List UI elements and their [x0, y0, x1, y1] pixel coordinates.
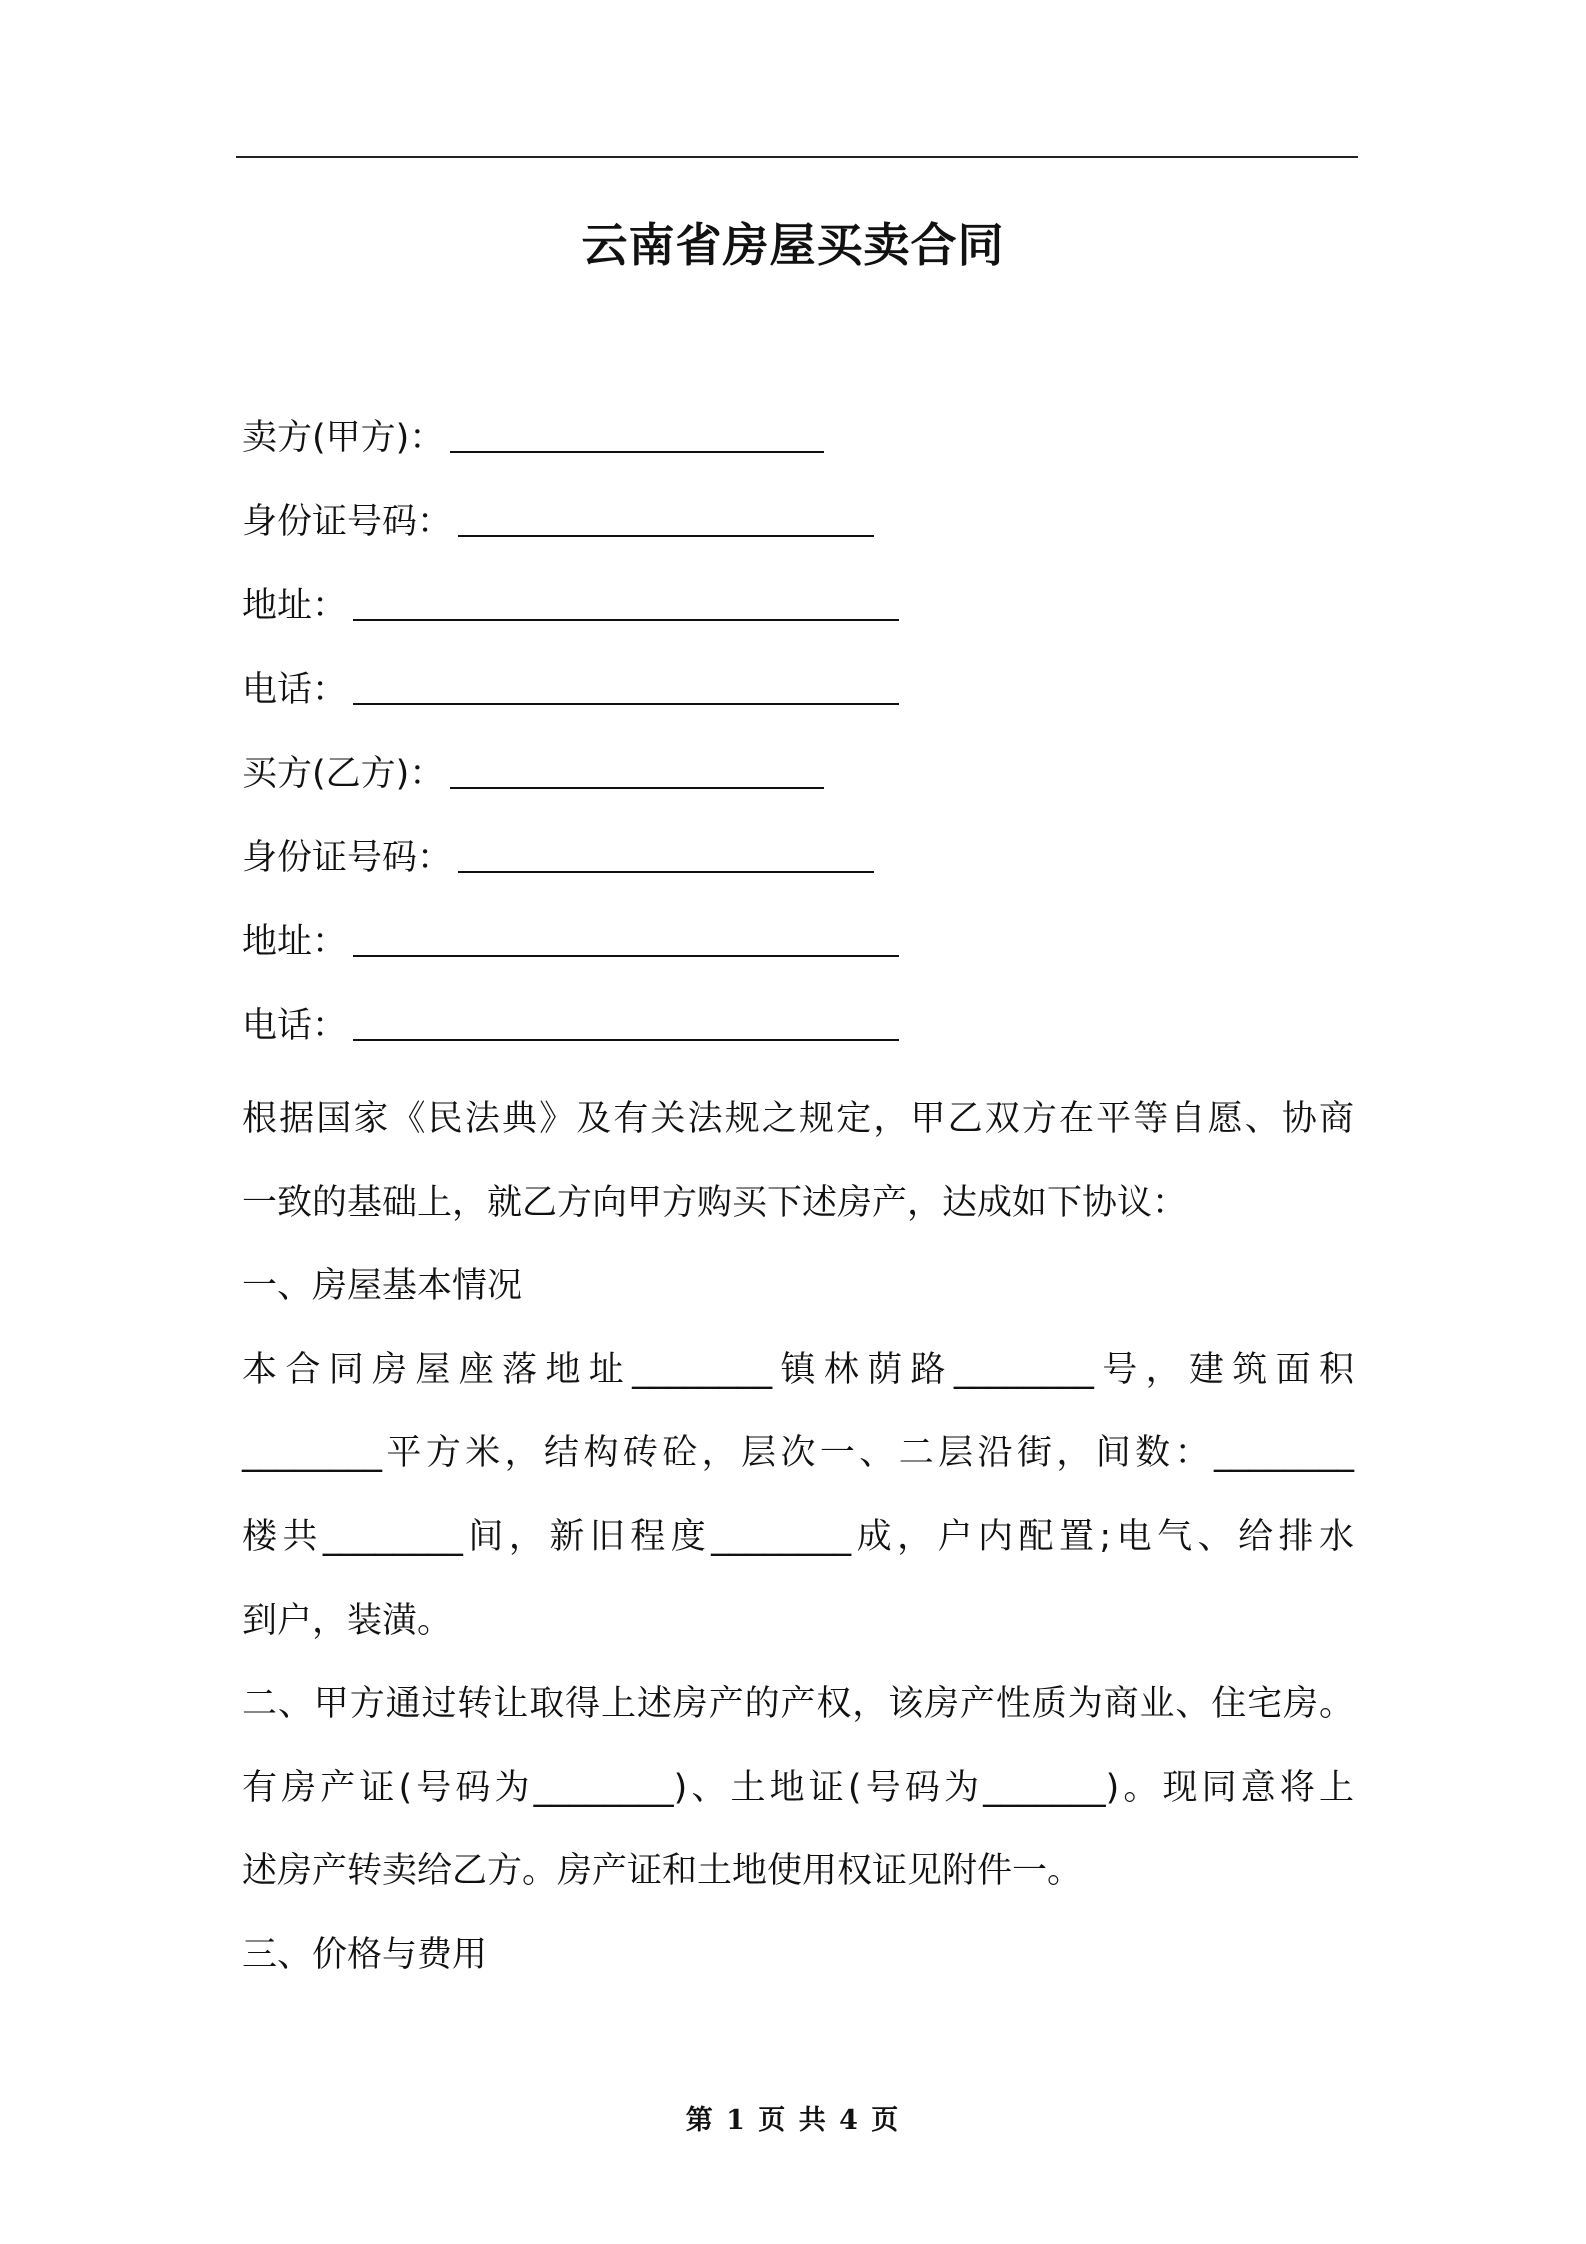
body-line: 述房产转卖给乙方。房产证和土地使用权证见附件一。: [242, 1851, 1083, 1892]
page-number: 第 1 页 共 4 页: [685, 2105, 901, 2136]
seller-id-blank: [458, 501, 874, 537]
buyer-label: 买方(乙方)：: [242, 754, 445, 794]
seller-phone-blank: [353, 669, 899, 705]
buyer-id-field: [242, 834, 874, 882]
document-title: 云南省房屋买卖合同: [581, 218, 1005, 272]
buyer-name-blank: [450, 753, 824, 789]
buyer-phone-field: [242, 1002, 899, 1050]
buyer-id-label: 身份证号码：: [242, 838, 453, 878]
buyer-phone-blank: [353, 1005, 899, 1041]
contract-body: [242, 1078, 1354, 1998]
seller-address-field: [242, 582, 899, 630]
buyer-name-field: [242, 750, 824, 798]
section-heading: 一、房屋基本情况: [242, 1266, 523, 1307]
buyer-address-field: [242, 918, 899, 966]
body-line: 有房产证(号码为________)、土地证(号码为_______)。现同意将上: [242, 1767, 1354, 1808]
seller-name-blank: [450, 417, 824, 453]
seller-phone-field: [242, 666, 899, 714]
buyer-address-blank: [353, 921, 899, 957]
body-line: 本合同房屋座落地址________镇林荫路________号，建筑面积: [242, 1349, 1354, 1390]
body-line: 楼共________间，新旧程度________成，户内配置;电气、给排水: [242, 1516, 1354, 1557]
body-line: 二、甲方通过转让取得上述房产的产权，该房产性质为商业、住宅房。: [242, 1684, 1354, 1725]
seller-name-field: [242, 414, 824, 462]
body-line: 根据国家《民法典》及有关法规之规定，甲乙双方在平等自愿、协商: [242, 1099, 1354, 1139]
seller-id-field: [242, 498, 874, 546]
body-line: ________平方米，结构砖砼，层次一、二层沿街，间数：________: [242, 1433, 1354, 1474]
section-heading: 三、价格与费用: [242, 1934, 488, 1975]
seller-label: 卖方(甲方)：: [242, 418, 445, 458]
seller-address-label: 地址：: [242, 586, 348, 626]
buyer-phone-label: 电话：: [242, 1006, 348, 1046]
body-line: 到户，装潢。: [242, 1600, 453, 1641]
body-line: 一致的基础上，就乙方向甲方购买下述房产，达成如下协议：: [242, 1182, 1188, 1223]
seller-phone-label: 电话：: [242, 670, 348, 710]
seller-id-label: 身份证号码：: [242, 502, 453, 542]
seller-address-blank: [353, 585, 899, 621]
buyer-id-blank: [458, 837, 874, 873]
header-rule: [236, 156, 1358, 158]
buyer-address-label: 地址：: [242, 922, 348, 962]
